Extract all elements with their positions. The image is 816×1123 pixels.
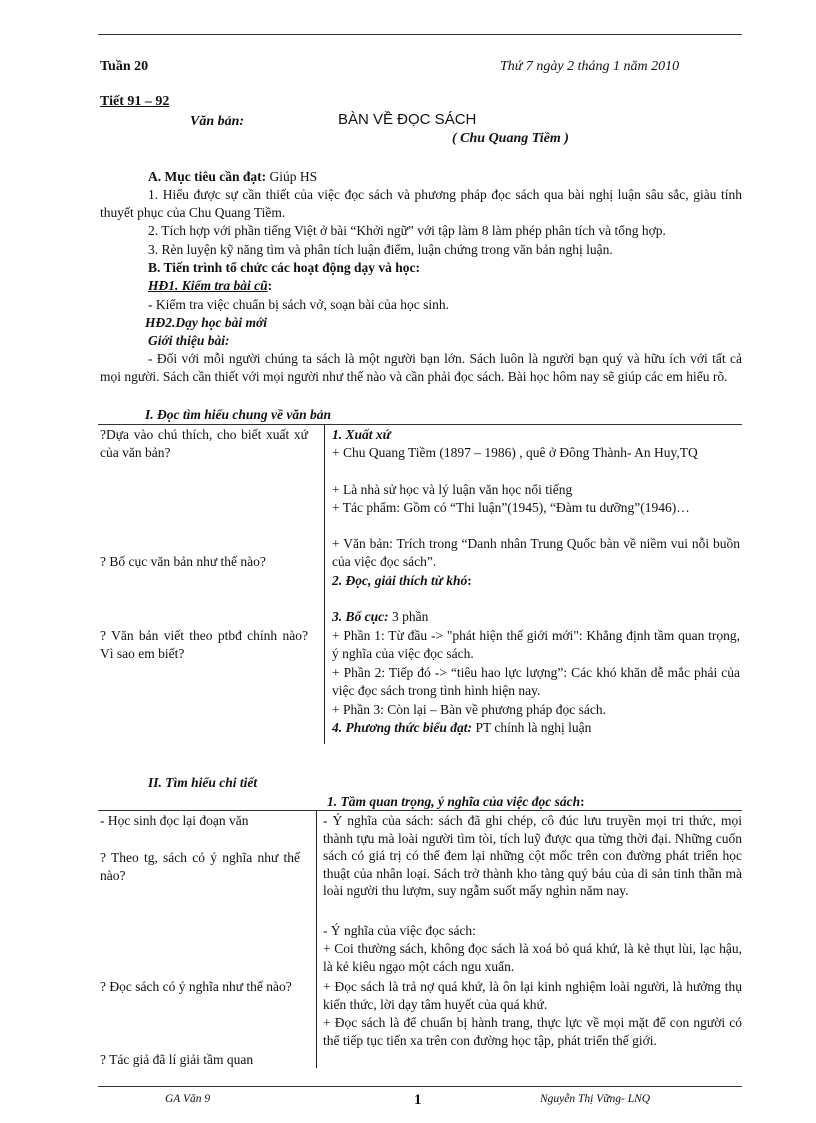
vocab-title: 2. Đọc, giải thích từ khó: [332, 573, 468, 588]
part2-question-3: ? Đọc sách có ý nghĩa như thế nào?: [100, 979, 292, 994]
part1-question-3: ? Văn bản viết theo ptbđ chính nào? Vì sao em biết?: [100, 628, 308, 661]
layout-heading: [332, 608, 428, 626]
part2-heading: II. Tìm hiểu chi tiết: [148, 775, 258, 790]
reading-meaning-1: + Coi thường sách, không đọc sách là xoá bỏ quá khứ, là kẻ thụt lùi, lạc hậu, là kẻ kiêu ngạo một cách ngu xuẩn.: [323, 941, 742, 974]
mode-tail: PT chính là nghị luận: [472, 720, 592, 735]
part1-question-1: ?Dựa vào chú thích, cho biết xuất xứ của văn bản?: [100, 427, 308, 460]
origin-author: + Chu Quang Tiềm (1897 – 1986) , quê ở Đông Thành- An Huy,TQ: [332, 445, 698, 460]
part2-question-4: ? Tác giả đã lí giải tầm quan: [100, 1052, 254, 1067]
footer-rule: [98, 1086, 742, 1087]
week-label: Tuần 20: [100, 59, 149, 74]
section-a-tail: Giúp HS: [266, 169, 318, 184]
origin-career: + Là nhà sử học và lý luận văn học nổi tiếng: [332, 482, 573, 497]
reading-meaning-3: + Đọc sách là để chuẩn bị hành trang, thực lực về mọi mặt để con người có thể tiếp tục tiến xa trên con đường học tập, phát triển thế giới.: [323, 1015, 742, 1048]
vocab-heading: [332, 572, 472, 590]
objective-2: 2. Tích hợp với phần tiếng Việt ở bài “Khởi ngữ” với tập làm 8 làm phép phân tích và tổng hợp.: [148, 223, 666, 238]
intro-text: - Đối với mỗi người chúng ta sách là một người bạn lớn. Sách luôn là người bạn quý và hữu ích với tất cả mọi người. Sách cần thiết với mọi người như thế nào và cần phải đọc sách. Bài học hôm nay sẽ giúp các em hiểu rõ.: [100, 351, 742, 384]
hd1-text: - Kiểm tra việc chuẩn bị sách vở, soạn bài của học sinh.: [148, 297, 450, 312]
date-label: Thứ 7 ngày 2 tháng 1 năm 2010: [500, 59, 680, 74]
part1-divider: [324, 424, 325, 744]
lesson-label: Tiết 91 – 92: [100, 94, 170, 109]
origin-heading: 1. Xuất xứ: [332, 427, 391, 442]
layout-part-2: + Phần 2: Tiếp đó -> “tiêu hao lực lượng”: Các khó khăn dễ mắc phải của việc đọc sách trong tình hình hiện nay.: [332, 665, 740, 698]
part2-sub-heading: [327, 793, 585, 811]
part2-divider: [316, 810, 317, 1068]
author-label: ( Chu Quang Tiềm ): [452, 131, 569, 146]
origin-works: + Tác phẩm: Gồm có “Thi luận”(1945), “Đàm tu dưỡng”(1946)…: [332, 500, 690, 515]
part1-table-top: [98, 424, 742, 425]
part2-question-2: ? Theo tg, sách có ý nghĩa như thế nào?: [100, 850, 300, 883]
mode-heading: [332, 719, 591, 737]
layout-part-1: + Phần 1: Từ đầu -> "phát hiện thế giới mới": Khẳng định tầm quan trọng, ý nghĩa của việc đọc sách.: [332, 628, 740, 661]
objective-3: 3. Rèn luyện kỹ năng tìm và phân tích luận điểm, luận chứng trong văn bản nghị luận.: [148, 242, 613, 257]
header-rule: [98, 34, 742, 35]
hd1-heading: [148, 277, 272, 295]
footer-right: Nguyễn Thị Vững- LNQ: [540, 1093, 651, 1105]
part1-question-2: ? Bố cục văn bản như thế nào?: [100, 554, 266, 569]
origin-source: + Văn bản: Trích trong “Danh nhân Trung Quốc bàn về niềm vui nỗi buồn của việc đọc sách”.: [332, 536, 740, 569]
vocab-colon: :: [467, 573, 472, 588]
layout-title: 3. Bố cục:: [332, 609, 389, 624]
part2-sub-colon: :: [580, 794, 585, 809]
part2-table-top: [98, 810, 742, 811]
text-label: Văn bản:: [190, 114, 245, 129]
layout-tail: 3 phần: [388, 609, 429, 624]
part2-sub-title: 1. Tầm quan trọng, ý nghĩa của việc đọc sách: [327, 794, 581, 809]
reading-meaning-heading: - Ý nghĩa của việc đọc sách:: [323, 923, 476, 938]
intro-heading: Giới thiệu bài:: [148, 333, 230, 348]
section-b-heading: B. Tiến trình tổ chức các hoạt động dạy và học:: [148, 260, 420, 275]
hd2-heading: HĐ2.Dạy học bài mới: [145, 315, 267, 330]
hd1-title: HĐ1. Kiểm tra bài cũ: [148, 278, 268, 293]
mode-title: 4. Phương thức biểu đạt:: [332, 720, 473, 735]
footer-left: GA Văn 9: [165, 1093, 211, 1105]
book-meaning: - Ý nghĩa của sách: sách đã ghi chép, cô đúc lưu truyền mọi tri thức, mọi thành tựu mà loài người tìm tòi, tích luỹ được qua từng thời đại. Những cuốn sách có giá trị có thể đem lại những cột mốc trên con đường phát triển học thuật của nhân loại. Sách trở thành kho tàng quý báu của di sản tinh thần mà loài người thu lượm, suy ngẫm suốt mấy nghìn năm nay.: [323, 813, 742, 898]
objective-1: 1. Hiểu được sự cần thiết của việc đọc sách và phương pháp đọc sách qua bài nghị luận sâu sắc, giàu tính thuyết phục của Chu Quang Tiềm.: [100, 187, 742, 220]
page-title: BÀN VỀ ĐỌC SÁCH: [338, 111, 477, 128]
page-number: 1: [414, 1092, 422, 1108]
part2-question-1: - Học sinh đọc lại đoạn văn: [100, 813, 249, 828]
hd1-colon: :: [267, 278, 273, 293]
reading-meaning-2: + Đọc sách là trả nợ quá khứ, là ôn lại kinh nghiệm loài người, là hưởng thụ kiến thức, lời dạy tâm huyết của quá khứ.: [323, 979, 742, 1012]
layout-part-3: + Phần 3: Còn lại – Bàn về phương pháp đọc sách.: [332, 702, 607, 717]
section-a-heading: [148, 168, 317, 186]
section-a-title: A. Mục tiêu cần đạt:: [148, 169, 267, 184]
part1-heading: I. Đọc tìm hiểu chung về văn bản: [145, 407, 332, 422]
